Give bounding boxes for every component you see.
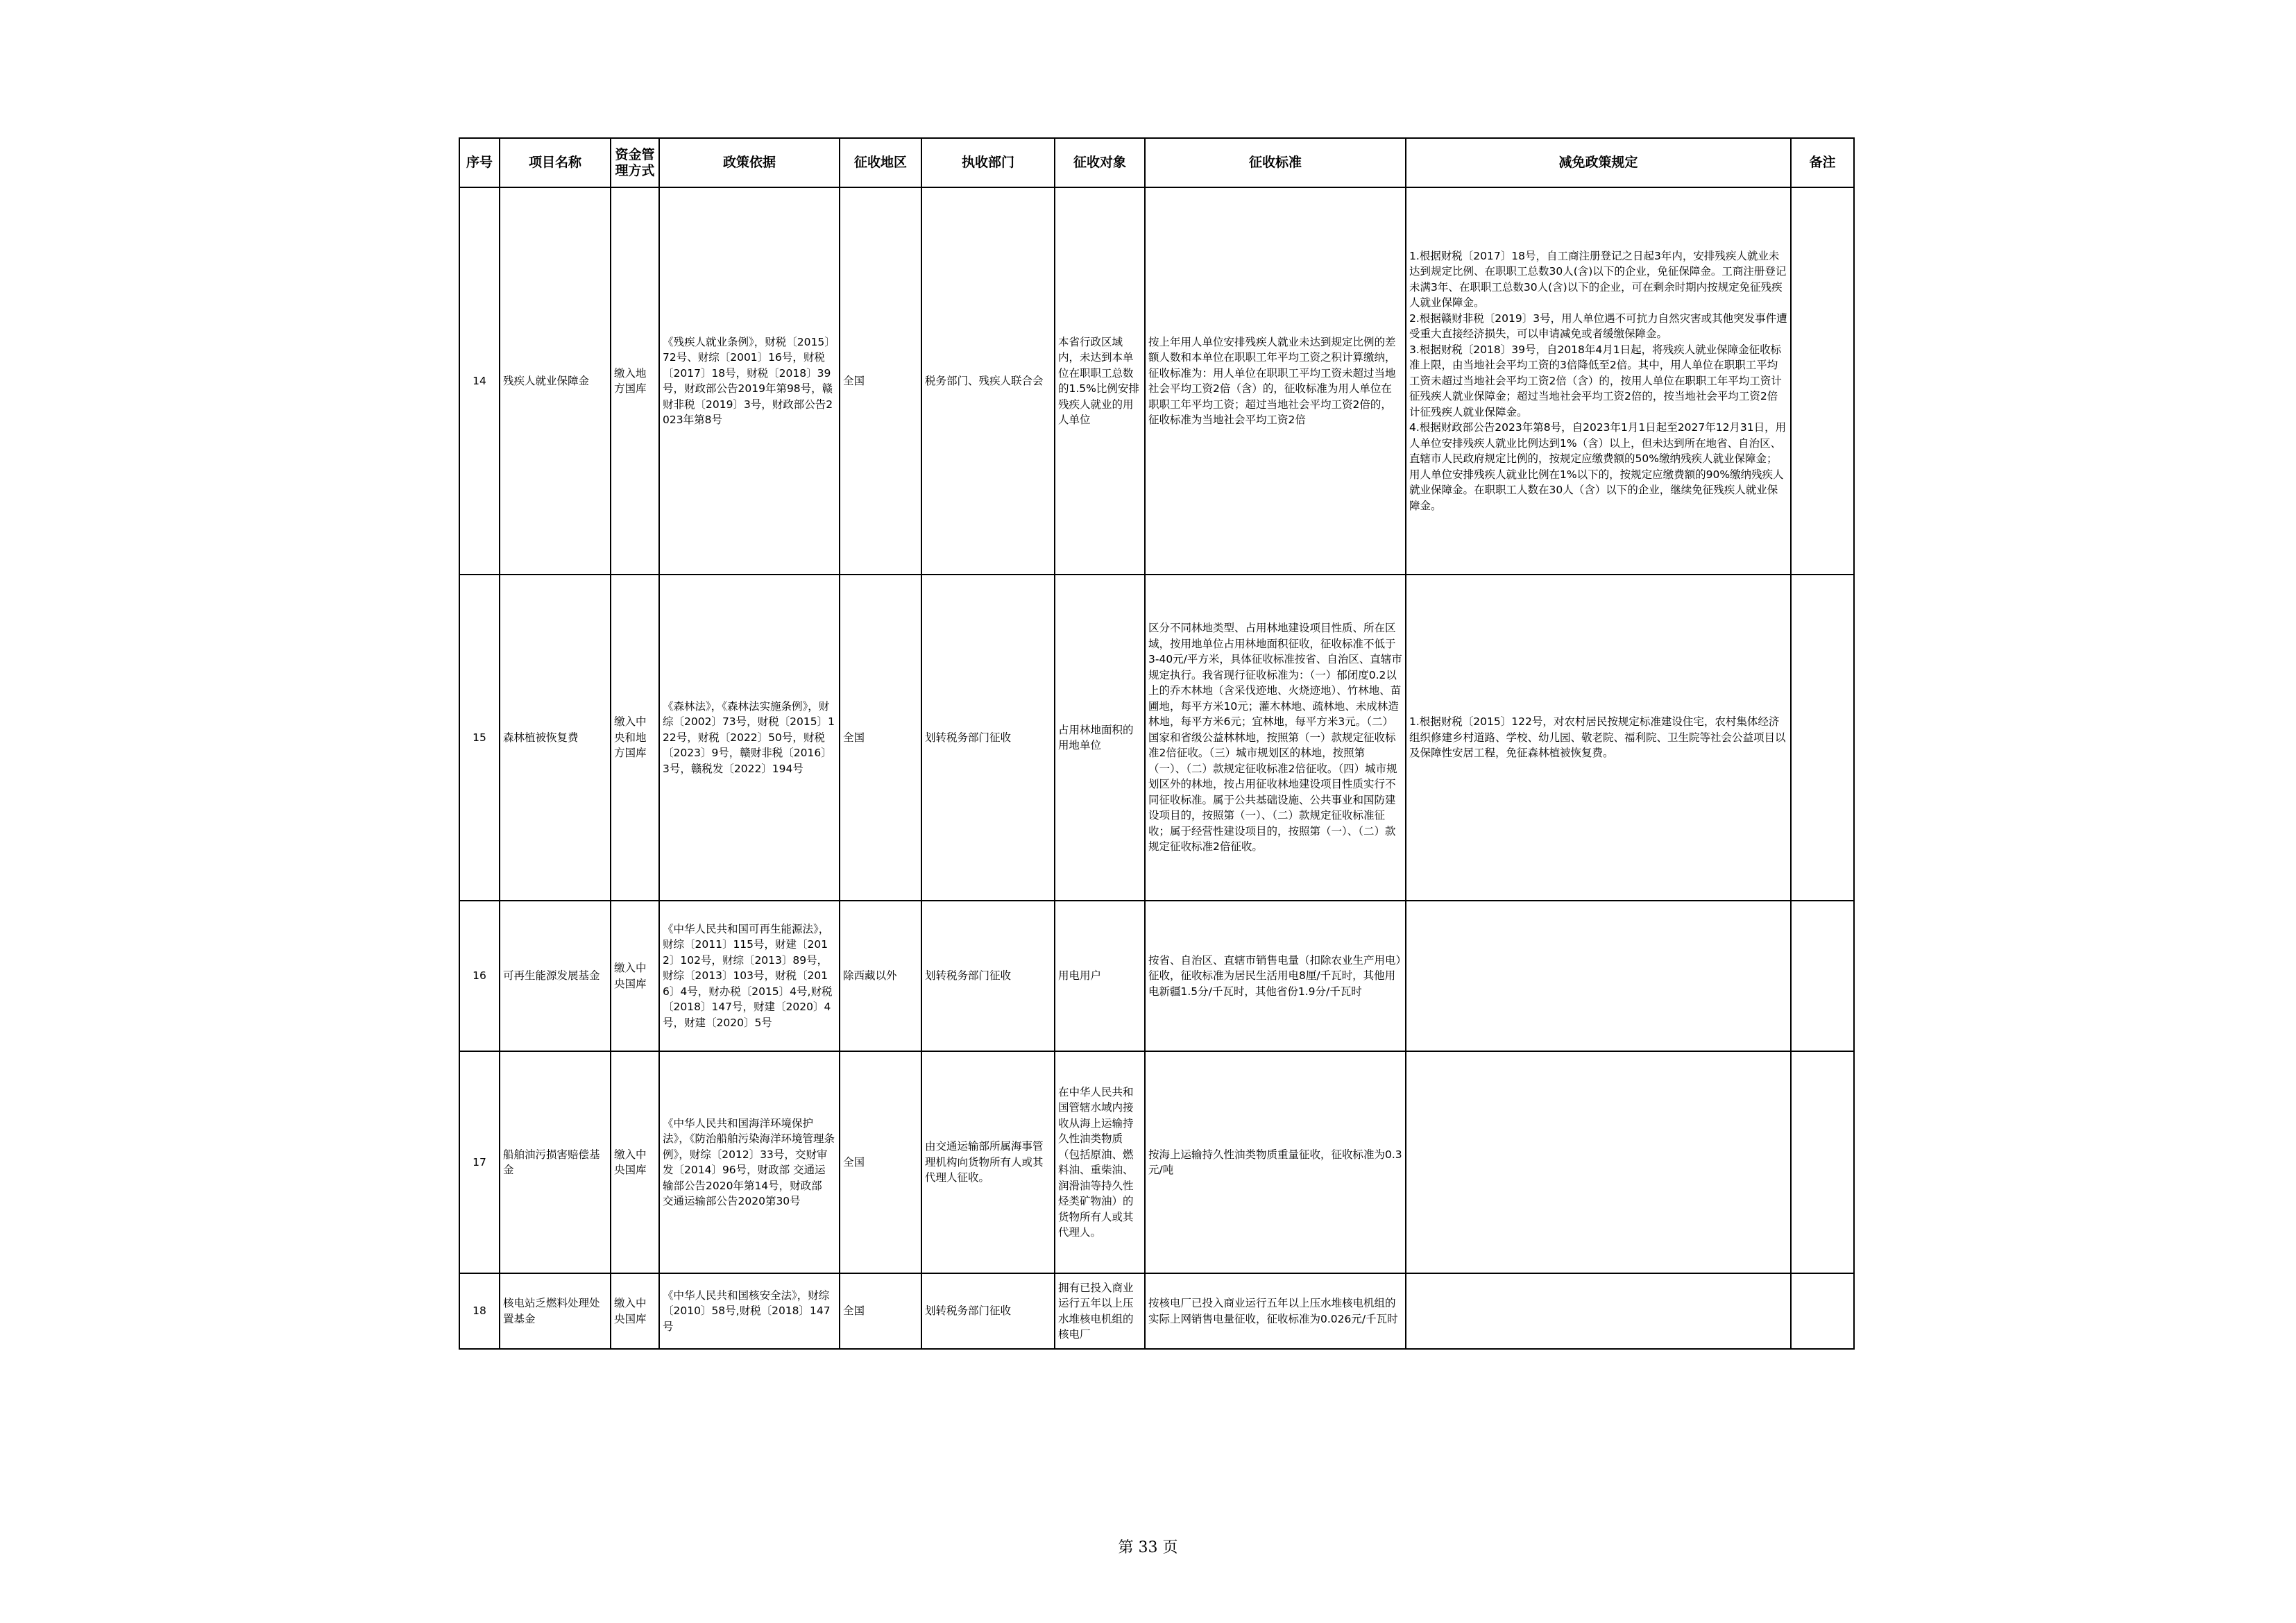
cell-object: 本省行政区域内，未达到本单位在职职工总数的1.5%比例安排残疾人就业的用人单位	[1055, 187, 1145, 575]
cell-relief	[1406, 575, 1791, 901]
cell-object: 用电用户	[1055, 901, 1145, 1051]
cell-remark	[1791, 901, 1854, 1051]
cell-standard: 按核电厂已投入商业运行五年以上压水堆核电机组的实际上网销售电量征收，征收标准为0.026元/千瓦时	[1145, 1273, 1406, 1349]
cell-fund-mgmt: 缴入中央国库	[611, 901, 659, 1051]
cell-policy-basis: 《中华人民共和国可再生能源法》，财综〔2011〕115号，财建〔2012〕102号，财综〔2013〕89号，财综〔2013〕103号，财税〔2016〕4号，财办税〔2015〕4号,财税〔2018〕147号，财建〔2020〕4号，财建〔2020〕5号	[659, 901, 840, 1051]
cell-fund-mgmt: 缴入中央国库	[611, 1273, 659, 1349]
cell-region: 全国	[840, 575, 921, 901]
cell-dept: 划转税务部门征收	[921, 901, 1055, 1051]
cell-dept: 税务部门、残疾人联合会	[921, 187, 1055, 575]
header-dept: 执收部门	[921, 138, 1055, 187]
header-remark: 备注	[1791, 138, 1854, 187]
cell-remark	[1791, 1051, 1854, 1273]
cell-name: 船舶油污损害赔偿基金	[500, 1051, 611, 1273]
header-name: 项目名称	[500, 138, 611, 187]
header-row	[459, 138, 1854, 187]
cell-standard: 按省、自治区、直辖市销售电量（扣除农业生产用电）征收，征收标准为居民生活用电8厘/千瓦时，其他用电新疆1.5分/千瓦时，其他省份1.9分/千瓦时	[1145, 901, 1406, 1051]
cell-object: 拥有已投入商业运行五年以上压水堆核电机组的核电厂	[1055, 1273, 1145, 1349]
relief-item: 4.根据财政部公告2023年第8号，自2023年1月1日起至2027年12月31日，用人单位安排残疾人就业比例达到1%（含）以上，但未达到所在地省、自治区、直辖市人民政府规定比例的，按规定应缴费额的50%缴纳残疾人就业保障金；用人单位安排残疾人就业比例在1%以下的，按规定应缴费额的90%缴纳残疾人就业保障金。在职职工人数在30人（含）以下的企业，继续免征残疾人就业保障金。	[1409, 421, 1787, 512]
table-row	[459, 187, 1854, 575]
cell-fund-mgmt: 缴入地方国库	[611, 187, 659, 575]
cell-no: 16	[459, 901, 500, 1051]
page-number: 第 33 页	[1118, 1539, 1178, 1556]
cell-standard: 按上年用人单位安排残疾人就业未达到规定比例的差额人数和本单位在职职工年平均工资之积计算缴纳，征收标准为：用人单位在职职工平均工资未超过当地社会平均工资2倍（含）的，征收标准为用人单位在职职工年平均工资；超过当地社会平均工资2倍的，征收标准为当地社会平均工资2倍	[1145, 187, 1406, 575]
cell-no: 15	[459, 575, 500, 901]
header-fund-mgmt: 资金管理方式	[611, 138, 659, 187]
cell-region: 全国	[840, 1051, 921, 1273]
relief-item: 2.根据赣财非税〔2019〕3号，用人单位遇不可抗力自然灾害或其他突发事件遭受重大直接经济损失，可以申请减免或者缓缴保障金。	[1409, 312, 1787, 341]
cell-dept: 划转税务部门征收	[921, 575, 1055, 901]
cell-name: 可再生能源发展基金	[500, 901, 611, 1051]
cell-name: 核电站乏燃料处理处置基金	[500, 1273, 611, 1349]
cell-standard: 按海上运输持久性油类物质重量征收，征收标准为0.3元/吨	[1145, 1051, 1406, 1273]
fee-table	[459, 137, 1855, 1350]
table-header	[459, 138, 1854, 187]
cell-relief	[1406, 1273, 1791, 1349]
table-row	[459, 575, 1854, 901]
table-body	[459, 187, 1854, 1349]
cell-relief	[1406, 901, 1791, 1051]
header-no: 序号	[459, 138, 500, 187]
cell-name: 残疾人就业保障金	[500, 187, 611, 575]
header-relief: 减免政策规定	[1406, 138, 1791, 187]
table-row	[459, 1273, 1854, 1349]
cell-standard: 区分不同林地类型、占用林地建设项目性质、所在区域，按用地单位占用林地面积征收，征收标准不低于3-40元/平方米，具体征收标准按省、自治区、直辖市规定执行。我省现行征收标准为：（一）郁闭度0.2以上的乔木林地（含采伐迹地、火烧迹地）、竹林地、苗圃地，每平方米10元；灌木林地、疏林地、未成林造林地，每平方米6元；宜林地，每平方米3元。（二）国家和省级公益林林地，按照第（一）款规定征收标准2倍征收。（三）城市规划区的林地，按照第（一）、（二）款规定征收标准2倍征收。（四）城市规划区外的林地，按占用征收林地建设项目性质实行不同征收标准。属于公共基础设施、公共事业和国防建设项目的，按照第（一）、（二）款规定征收标准征收；属于经营性建设项目的，按照第（一）、（二）款规定征收标准2倍征收。	[1145, 575, 1406, 901]
cell-region: 全国	[840, 187, 921, 575]
cell-remark	[1791, 1273, 1854, 1349]
cell-region: 全国	[840, 1273, 921, 1349]
cell-dept: 划转税务部门征收	[921, 1273, 1055, 1349]
header-region: 征收地区	[840, 138, 921, 187]
cell-object: 在中华人民共和国管辖水域内接收从海上运输持久性油类物质（包括原油、燃料油、重柴油、润滑油等持久性烃类矿物油）的货物所有人或其代理人。	[1055, 1051, 1145, 1273]
header-policy-basis: 政策依据	[659, 138, 840, 187]
table-row	[459, 1051, 1854, 1273]
relief-item: 1.根据财税〔2017〕18号，自工商注册登记之日起3年内，安排残疾人就业未达到规定比例、在职职工总数30人(含)以下的企业，免征保障金。工商注册登记未满3年、在职职工总数30人(含)以下的企业，可在剩余时期内按规定免征残疾人就业保障金。	[1409, 249, 1787, 309]
cell-relief	[1406, 187, 1791, 575]
relief-item: 3.根据财税〔2018〕39号，自2018年4月1日起，将残疾人就业保障金征收标准上限，由当地社会平均工资的3倍降低至2倍。其中，用人单位在职职工平均工资未超过当地社会平均工资2倍（含）的，按用人单位在职职工年平均工资计征残疾人就业保障金；超过当地社会平均工资2倍的，按当地社会平均工资2倍计征残疾人就业保障金。	[1409, 343, 1782, 418]
cell-no: 14	[459, 187, 500, 575]
cell-policy-basis: 《残疾人就业条例》，财税〔2015〕72号、财综〔2001〕16号，财税〔2017〕18号，财税〔2018〕39号，财政部公告2019年第98号，赣财非税〔2019〕3号，财政部公告2023年第8号	[659, 187, 840, 575]
cell-policy-basis: 《森林法》，《森林法实施条例》，财综〔2002〕73号，财税〔2015〕122号，财税〔2022〕50号，财税〔2023〕9号，赣财非税〔2016〕3号，赣税发〔2022〕194号	[659, 575, 840, 901]
cell-object: 占用林地面积的用地单位	[1055, 575, 1145, 901]
header-object: 征收对象	[1055, 138, 1145, 187]
cell-fund-mgmt: 缴入中央国库	[611, 1051, 659, 1273]
cell-remark	[1791, 187, 1854, 575]
cell-remark	[1791, 575, 1854, 901]
relief-item: 1.根据财税〔2015〕122号，对农村居民按规定标准建设住宅，农村集体经济组织修建乡村道路、学校、幼儿园、敬老院、福利院、卫生院等社会公益项目以及保障性安居工程，免征森林植被恢复费。	[1409, 715, 1786, 760]
cell-fund-mgmt: 缴入中央和地方国库	[611, 575, 659, 901]
cell-relief	[1406, 1051, 1791, 1273]
cell-region: 除西藏以外	[840, 901, 921, 1051]
cell-name: 森林植被恢复费	[500, 575, 611, 901]
cell-no: 17	[459, 1051, 500, 1273]
table-row	[459, 901, 1854, 1051]
header-standard: 征收标准	[1145, 138, 1406, 187]
cell-dept: 由交通运输部所属海事管理机构向货物所有人或其代理人征收。	[921, 1051, 1055, 1273]
cell-policy-basis: 《中华人民共和国海洋环境保护法》，《防治船舶污染海洋环境管理条例》，财综〔2012〕33号，交财审发〔2014〕96号，财政部 交通运输部公告2020年第14号，财政部 交通运输部公告2020第30号	[659, 1051, 840, 1273]
cell-policy-basis: 《中华人民共和国核安全法》，财综〔2010〕58号,财税〔2018〕147号	[659, 1273, 840, 1349]
cell-no: 18	[459, 1273, 500, 1349]
